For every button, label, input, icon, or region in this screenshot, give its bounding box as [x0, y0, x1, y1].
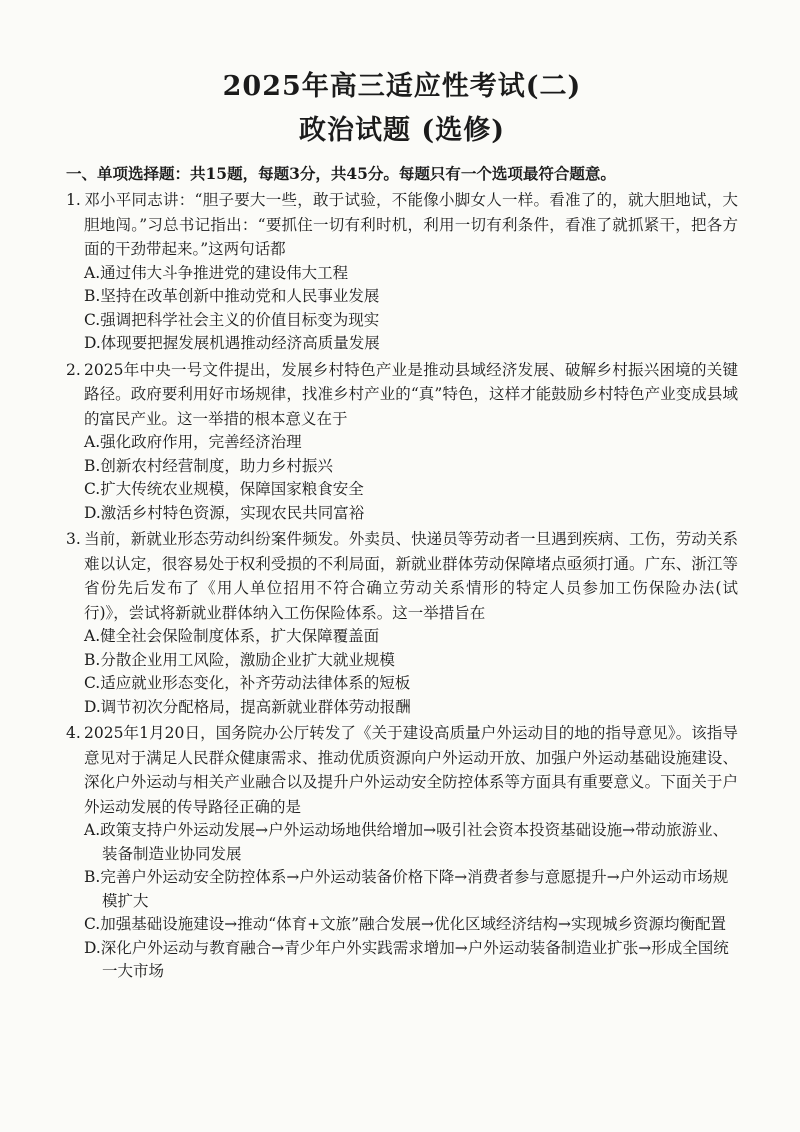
option-c: C.适应就业形态变化，补齐劳动法律体系的短板 [84, 674, 411, 692]
option-a: A.通过伟大斗争推进党的建设伟大工程 [84, 263, 349, 282]
option-b: B.完善户外运动安全防控体系→户外运动装备价格下降→消费者参与意愿提升→户外运动市场规模扩大 [84, 868, 729, 910]
option-d: D.体现要把握发展机遇推动经济高质量发展 [84, 334, 380, 352]
question-stem [66, 188, 738, 262]
option-b: B.创新农村经营制度，助力乡村振兴 [84, 456, 333, 475]
question-1 [66, 188, 738, 356]
question-text: 邓小平同志讲：“胆子要大一些，敢于试验，不能像小脚女人一样。看准了的，就大胆地试，大胆地闯。”习总书记指出：“要抓住一切有利时机，利用一切有利条件，看准了就抓紧干，把各方面的干劲带起来。”这两句话都 [84, 191, 738, 258]
question-2 [66, 358, 738, 526]
question-text: 当前，新就业形态劳动纠纷案件频发。外卖员、快递员等劳动者一旦遇到疾病、工伤，劳动关系难以认定，很容易处于权利受损的不利局面，新就业群体劳动保障堵点亟须打通。广东、浙江等省份先后发布了《用人单位招用不符合确立劳动关系情形的特定人员参加工伤保险办法(试行)》，尝试将新就业群体纳入工伤保险体系。这一举措旨在 [84, 530, 738, 622]
option-c: C.加强基础设施建设→推动“体育+文旅”融合发展→优化区域经济结构→实现城乡资源均衡配置 [84, 915, 727, 933]
section-heading: 一、单项选择题：共15题，每题3分，共45分。每题只有一个选项最符合题意。 [66, 164, 616, 183]
option-d: D.激活乡村特色资源，实现农民共同富裕 [84, 503, 365, 522]
question-stem [66, 721, 738, 819]
option-b: B.坚持在改革创新中推动党和人民事业发展 [84, 287, 380, 305]
question-text: 2025年1月20日，国务院办公厅转发了《关于建设高质量户外运动目的地的指导意见》。该指导意见对于满足人民群众健康需求、推动优质资源向户外运动开放、加强户外运动基础设施建设、深化户外运动与相关产业融合以及提升户外运动安全防控体系等方面具有重要意义。下面关于户外运动发展的传导路径正确的是 [84, 724, 738, 816]
exam-subtitle: 政治试题 (选修) [299, 115, 505, 146]
question-4 [66, 721, 738, 984]
option-c: C.扩大传统农业规模，保障国家粮食安全 [84, 480, 364, 498]
question-stem [66, 358, 738, 432]
question-text: 2025年中央一号文件提出，发展乡村特色产业是推动县域经济发展、破解乡村振兴困境的关键路径。政府要利用好市场规律，找准乡村产业的“真”特色，这样才能鼓励乡村特色产业变成县域的富民产业。这一举措的根本意义在于 [84, 360, 738, 428]
exam-title: 2025年高三适应性考试(二) [222, 71, 582, 102]
question-number: 1. [66, 191, 81, 209]
question-3 [66, 527, 738, 719]
option-a: A.强化政府作用，完善经济治理 [84, 433, 302, 451]
question-stem [66, 527, 738, 625]
option-d: D.深化户外运动与教育融合→青少年户外实践需求增加→户外运动装备制造业扩张→形成全国统一大市场 [84, 938, 729, 980]
question-number: 4. [66, 724, 81, 742]
option-a: A.政策支持户外运动发展→户外运动场地供给增加→吸引社会资本投资基础设施→带动旅游业、装备制造业协同发展 [84, 821, 729, 863]
option-c: C.强调把科学社会主义的价值目标变为现实 [84, 310, 380, 329]
option-b: B.分散企业用工风险，激励企业扩大就业规模 [84, 650, 395, 669]
option-d: D.调节初次分配格局，提高新就业群体劳动报酬 [84, 697, 411, 716]
option-a: A.健全社会保险制度体系，扩大保障覆盖面 [84, 627, 380, 645]
question-number: 3. [66, 530, 81, 548]
question-number: 2. [66, 360, 81, 379]
